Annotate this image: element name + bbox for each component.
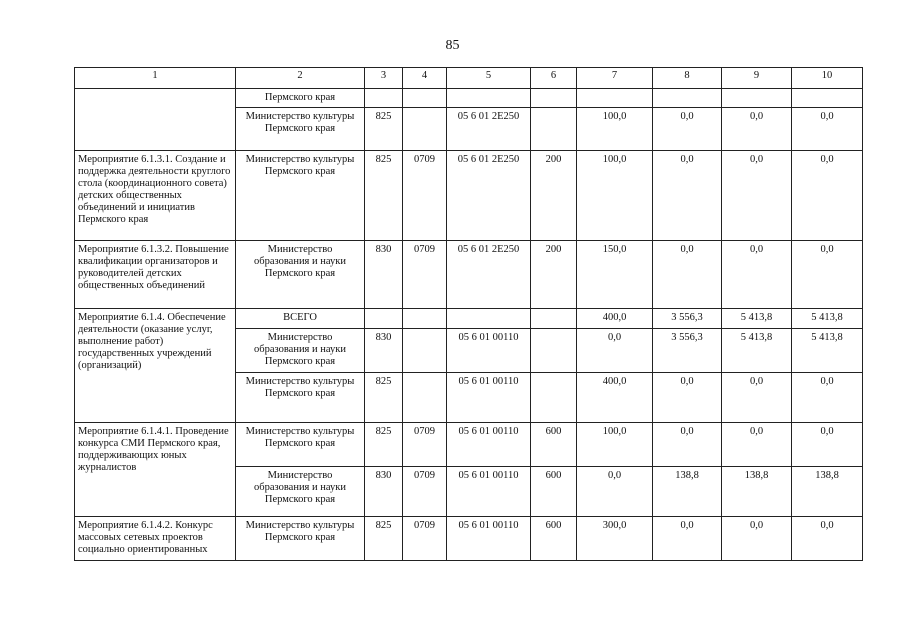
value-cell: 0,0 [653, 151, 722, 241]
value-cell [792, 89, 863, 108]
measure-cell: Мероприятие 6.1.4.2. Конкурс массовых сетевых проектов социально ориентированных [75, 517, 236, 561]
grbs-cell: 830 [365, 329, 403, 373]
target-article-cell: 05 6 01 00110 [447, 373, 531, 423]
expense-type-cell [531, 89, 577, 108]
expense-type-cell [531, 108, 577, 151]
value-cell: 0,0 [653, 517, 722, 561]
header-cell: 10 [792, 68, 863, 89]
executor-cell: Министерство культуры Пермского края [236, 517, 365, 561]
value-cell: 0,0 [722, 241, 792, 309]
measure-cell: Мероприятие 6.1.3.1. Создание и поддержка деятельности круглого стола (координационного совета) детских общественных объединений и инициатив Пермского края [75, 151, 236, 241]
header-cell: 8 [653, 68, 722, 89]
budget-table [74, 67, 863, 561]
value-cell: 138,8 [653, 467, 722, 517]
executor-cell: ВСЕГО [236, 309, 365, 329]
executor-cell: Министерство культуры Пермского края [236, 151, 365, 241]
target-article-cell: 05 6 01 2Е250 [447, 108, 531, 151]
section-cell: 0709 [403, 517, 447, 561]
value-cell: 400,0 [577, 373, 653, 423]
table-row [75, 517, 863, 561]
section-cell: 0709 [403, 423, 447, 467]
header-cell: 6 [531, 68, 577, 89]
table-row [75, 151, 863, 241]
value-cell [653, 89, 722, 108]
table-row [75, 241, 863, 309]
value-cell: 100,0 [577, 151, 653, 241]
executor-cell: Министерство образования и науки Пермского края [236, 241, 365, 309]
target-article-cell [447, 89, 531, 108]
value-cell: 0,0 [722, 373, 792, 423]
value-cell [722, 89, 792, 108]
value-cell: 100,0 [577, 423, 653, 467]
grbs-cell: 830 [365, 467, 403, 517]
value-cell: 0,0 [722, 108, 792, 151]
target-article-cell: 05 6 01 2Е250 [447, 241, 531, 309]
expense-type-cell [531, 373, 577, 423]
value-cell: 138,8 [792, 467, 863, 517]
expense-type-cell: 200 [531, 241, 577, 309]
target-article-cell [447, 309, 531, 329]
section-cell: 0709 [403, 241, 447, 309]
value-cell: 400,0 [577, 309, 653, 329]
target-article-cell: 05 6 01 00110 [447, 467, 531, 517]
grbs-cell [365, 89, 403, 108]
value-cell: 138,8 [722, 467, 792, 517]
value-cell: 0,0 [653, 108, 722, 151]
section-cell: 0709 [403, 467, 447, 517]
header-cell: 2 [236, 68, 365, 89]
grbs-cell: 825 [365, 373, 403, 423]
value-cell: 0,0 [722, 423, 792, 467]
value-cell: 0,0 [792, 108, 863, 151]
table-row [75, 423, 863, 467]
expense-type-cell: 600 [531, 423, 577, 467]
executor-cell: Министерство культуры Пермского края [236, 423, 365, 467]
value-cell: 0,0 [792, 151, 863, 241]
value-cell [577, 89, 653, 108]
value-cell: 0,0 [792, 517, 863, 561]
header-cell: 5 [447, 68, 531, 89]
value-cell: 3 556,3 [653, 309, 722, 329]
section-cell [403, 89, 447, 108]
grbs-cell [365, 309, 403, 329]
expense-type-cell: 600 [531, 517, 577, 561]
measure-cell: Мероприятие 6.1.4.1. Проведение конкурса СМИ Пермского края, поддерживающих юных журналистов [75, 423, 236, 517]
header-cell: 7 [577, 68, 653, 89]
value-cell: 5 413,8 [722, 309, 792, 329]
value-cell: 0,0 [722, 517, 792, 561]
grbs-cell: 825 [365, 517, 403, 561]
value-cell: 100,0 [577, 108, 653, 151]
header-cell: 1 [75, 68, 236, 89]
measure-cell [75, 89, 236, 151]
header-cell: 9 [722, 68, 792, 89]
measure-cell: Мероприятие 6.1.4. Обеспечение деятельности (оказание услуг, выполнение работ) государственных учреждений (организаций) [75, 309, 236, 423]
section-cell [403, 108, 447, 151]
section-cell: 0709 [403, 151, 447, 241]
value-cell: 0,0 [577, 467, 653, 517]
header-cell: 3 [365, 68, 403, 89]
expense-type-cell: 600 [531, 467, 577, 517]
executor-cell: Министерство образования и науки Пермского края [236, 329, 365, 373]
header-row [75, 68, 863, 89]
section-cell [403, 309, 447, 329]
executor-cell: Министерство культуры Пермского края [236, 373, 365, 423]
value-cell: 0,0 [792, 241, 863, 309]
page-number: 85 [445, 38, 460, 53]
value-cell: 3 556,3 [653, 329, 722, 373]
table-row [75, 309, 863, 329]
measure-cell: Мероприятие 6.1.3.2. Повышение квалификации организаторов и руководителей детских общественных объединений [75, 241, 236, 309]
grbs-cell: 825 [365, 423, 403, 467]
target-article-cell: 05 6 01 00110 [447, 423, 531, 467]
value-cell: 0,0 [653, 241, 722, 309]
grbs-cell: 825 [365, 151, 403, 241]
target-article-cell: 05 6 01 00110 [447, 517, 531, 561]
value-cell: 5 413,8 [792, 329, 863, 373]
grbs-cell: 830 [365, 241, 403, 309]
value-cell: 5 413,8 [722, 329, 792, 373]
value-cell: 300,0 [577, 517, 653, 561]
value-cell: 150,0 [577, 241, 653, 309]
section-cell [403, 329, 447, 373]
header-cell: 4 [403, 68, 447, 89]
value-cell: 5 413,8 [792, 309, 863, 329]
expense-type-cell [531, 329, 577, 373]
value-cell: 0,0 [653, 423, 722, 467]
expense-type-cell [531, 309, 577, 329]
executor-cell: Министерство культуры Пермского края [236, 108, 365, 151]
value-cell: 0,0 [577, 329, 653, 373]
target-article-cell: 05 6 01 00110 [447, 329, 531, 373]
value-cell: 0,0 [722, 151, 792, 241]
grbs-cell: 825 [365, 108, 403, 151]
value-cell: 0,0 [653, 373, 722, 423]
table-row [75, 89, 863, 108]
executor-cell: Пермского края [236, 89, 365, 108]
section-cell [403, 373, 447, 423]
target-article-cell: 05 6 01 2Е250 [447, 151, 531, 241]
value-cell: 0,0 [792, 423, 863, 467]
executor-cell: Министерство образования и науки Пермского края [236, 467, 365, 517]
expense-type-cell: 200 [531, 151, 577, 241]
value-cell: 0,0 [792, 373, 863, 423]
